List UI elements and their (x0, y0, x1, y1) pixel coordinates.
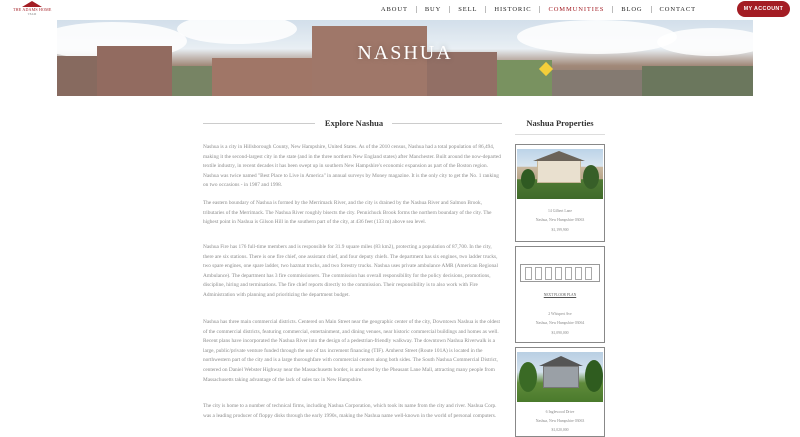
property-price: $1,199,900 (551, 228, 569, 232)
nav-about[interactable]: ABOUT (380, 6, 408, 13)
property-card[interactable] (515, 144, 605, 242)
my-account-button[interactable]: MY ACCOUNT (737, 1, 790, 17)
property-city: Nashua, New Hampshire 03064 (535, 321, 585, 325)
paragraph-commercial: Nashua has three main commercial districts. Centered on Main Street near the geographic center of the city, Downtown Nashua is the oldest of the commercial districts, featuring commercial, entertainment, and dining venues, near historic commercial buildings and homes as well. Recent plans have incorporated the Nashua River into the design of a pedestrian-friendly walkway. The downtown Nashua Riverwalk is a large, public/private venture funded through the use of tax increment financing (TIF). Amherst Street (Route 101A) is located in the northwestern part of the city and is a large thoroughfare with commercial centers along both sides. The South Nashua Commercial District, centered on Daniel Webster Highway near the Massachusetts border, is anchored by the Pheasant Lane Mall, attracting many people from Massachusetts taking advantage of the lack of sales tax in New Hampshire. (203, 319, 500, 383)
property-address[interactable]: 14 Gilbert Lane (547, 209, 573, 213)
property-photo[interactable] (517, 352, 603, 402)
site-header (0, 0, 800, 20)
property-photo[interactable] (517, 149, 603, 199)
site-logo[interactable] (13, 1, 51, 18)
sidebar-divider (515, 134, 605, 135)
logo-name: THE ADAMS HOME (13, 7, 52, 12)
hero-banner (57, 20, 753, 96)
main-title: Explore Nashua (324, 118, 384, 128)
property-city: Nashua, New Hampshire 03063 (535, 218, 585, 222)
nav-sell[interactable]: SELL (458, 6, 478, 13)
nav-historic[interactable]: HISTORIC (494, 6, 532, 13)
floor-plan-link[interactable]: NEXT FLOOR PLAN (543, 293, 577, 297)
paragraph-fire: Nashua Fire has 176 full-time members and is responsible for 31.9 square miles (83 km2), protecting a population of 87,700. In the city, there are six stations. There is one fire chief, one assistant chief, and four deputy chiefs. The department has six engines, two ladder trucks, two spare engines, one spare ladder, two hazmat trucks, and two forestry trucks. Nashua uses private ambulance AMR (American Regional Ambulance). The department has 3 fire commissioners. The commission has overall responsibility for the policy decisions, promotions, discipline, hiring and terminations. The fire chief reports directly to the commission. Their responsibility is to also work with Fire Administration with planning and prioritizing the department budget. (203, 244, 498, 298)
title-divider-left (203, 123, 315, 124)
property-card[interactable] (515, 347, 605, 437)
floor-plan-image[interactable] (520, 264, 600, 282)
property-card[interactable] (515, 246, 605, 343)
nav-blog[interactable]: BLOG (621, 6, 643, 13)
nav-communities[interactable]: COMMUNITIES (548, 6, 605, 13)
hero-title: NASHUA (357, 42, 453, 64)
property-price: $1,020,000 (551, 428, 569, 432)
title-divider-right (392, 123, 502, 124)
sidebar-title: Nashua Properties (526, 118, 594, 128)
main-nav (373, 4, 704, 15)
nav-buy[interactable]: BUY (424, 6, 442, 13)
property-address[interactable]: 6 Inglewood Drive (545, 410, 575, 414)
paragraph-economy: The city is home to a number of technical firms, including Nashua Corporation, which took its name from the city and river. Nashua Corp. was a leading producer of floppy disks through the early 1990s, making the Nashua name well-known in the world of personal computers. (203, 403, 497, 419)
paragraph-geography: The eastern boundary of Nashua is formed by the Merrimack River, and the city is drained by the Nashua River and Salmon Brook, tributaries of the Merrimack. The Nashua River roughly bisects the city. Pennichuck Brook forms the northern boundary of the city. The highest point in Nashua is Gilson Hill in the southern part of the city, at 436 feet (133 m) above sea level. (203, 200, 492, 226)
property-address[interactable]: 2 Whispert Ave (548, 312, 572, 316)
nav-contact[interactable]: CONTACT (659, 6, 696, 13)
paragraph-history: Nashua is a city in Hillsborough County, New Hampshire, United States. As of the 2010 census, Nashua had a total population of 86,494, making it the second-largest city in the state (and in the three northern New England states) after Manchester. Built around the now-departed textile industry, in recent decades it has been swept up in southern New Hampshire's economic expansion as part of the Boston region. Nashua was twice named "Best Place to Live in America" in annual surveys by Money magazine. It is the only city to get the No. 1 ranking on two occasions - in 1987 and 1998. (203, 144, 501, 189)
property-price: $1,090,000 (551, 331, 569, 335)
property-city: Nashua, New Hampshire 03063 (535, 419, 585, 423)
logo-tagline: TEAM (27, 12, 37, 16)
